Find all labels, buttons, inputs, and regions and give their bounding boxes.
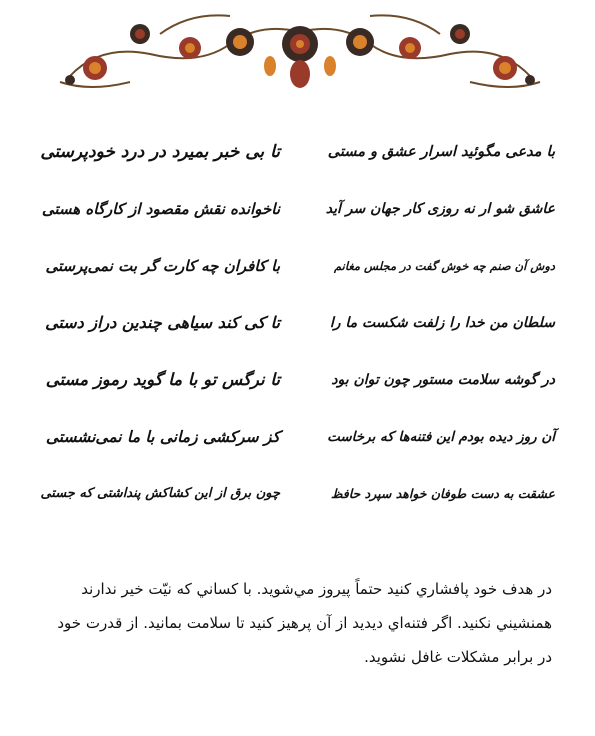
poem [0,126,595,501]
prose-paragraph: در هدف خود پافشاري كنيد حتماً پيروز مي‌شويد. با كساني كه نيّت خير ندارند همنشيني نكنيد. اگر فتنه‌اي ديديد از آن پرهيز كنيد تا سلامت بمانيد. از قدرت خود در برابر مشكلات غافل نشويد. [57,580,552,666]
verse-line: تا بی خبر بمیرد در درد خودپرستی [40,142,280,162]
verse-line: دوش آن صنم چه خوش گفت در مجلس مغانم [333,259,555,273]
verse-line: با کافران چه کارت گر بت نمی‌پرستی [45,257,280,275]
verse-line: تا نرگس تو با ما گوید رموز مستی [45,370,280,389]
verse-line: سلطان من خدا را زلفت شکست ما را [329,315,555,331]
poem-right-column [325,126,555,525]
poem-left-column [40,126,280,525]
verse-line: با مدعی مگوئید اسرار عشق و مستی [327,143,555,160]
verse-line: کز سرکشی زمانی با ما نمی‌نشستی [45,427,280,446]
floral-ornament-icon [40,4,560,96]
verse-line: تا کی کند سیاهی چندین دراز دستی [45,313,280,332]
verse-line: آن روز دیده بودم این فتنه‌ها که برخاست [327,429,555,445]
verse-line: در گوشه سلامت مستور چون توان بود [331,372,555,388]
verse-line: عشقت به دست طوفان خواهد سپرد حافظ [330,486,555,501]
verse-line: عاشق شو ار نه روزی کار جهان سر آید [325,201,555,217]
verse-line: ناخوانده نقش مقصود از کارگاه هستی [41,200,280,218]
verse-line: چون برق از این کشاکش پنداشتی که جستی [40,486,280,501]
